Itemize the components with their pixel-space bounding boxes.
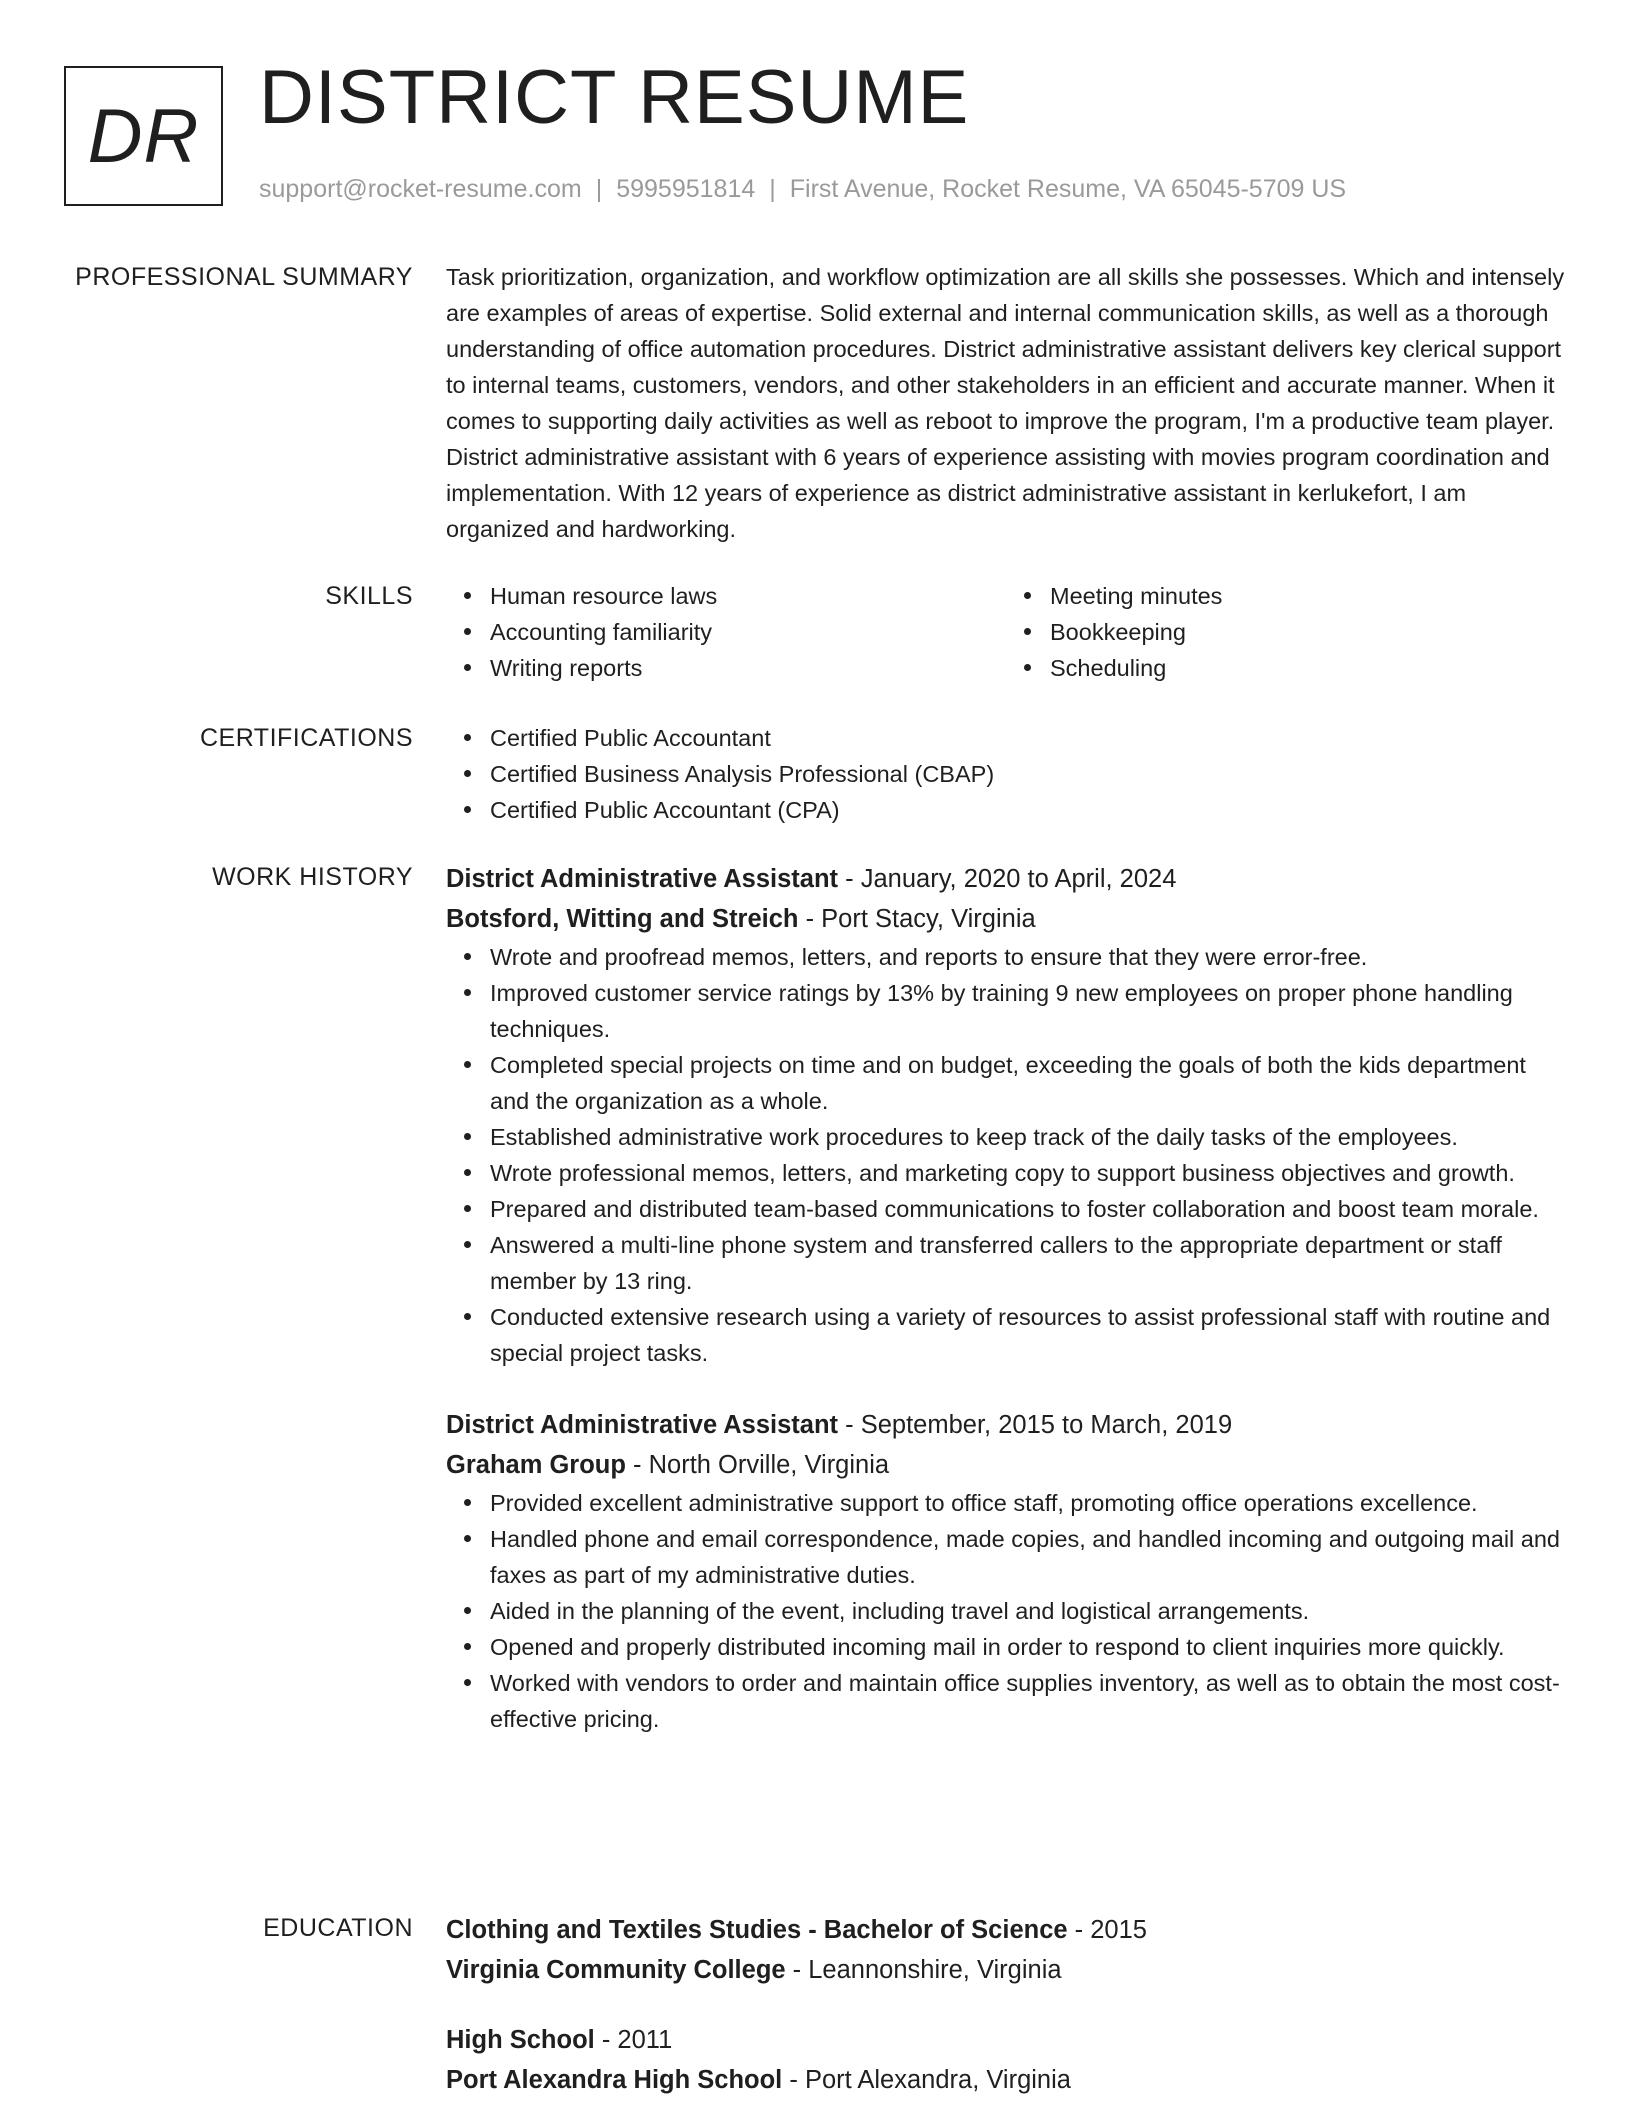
work-history-body (446, 859, 1566, 1737)
email-link[interactable]: support@rocket-resume.com (259, 175, 582, 203)
certification-item: Certified Business Analysis Professional (CBAP) (490, 756, 1566, 792)
job-company-line (446, 1445, 1566, 1485)
job-bullet: Established administrative work procedures to keep track of the daily tasks of the employees. (490, 1119, 1566, 1155)
education-entry (446, 2020, 1566, 2100)
job-title-line (446, 859, 1566, 899)
contact-line (259, 175, 1346, 204)
phone-number[interactable]: 5995951814 (616, 175, 756, 203)
degree-year: - 2015 (1067, 1916, 1147, 1944)
job-bullet: Aided in the planning of the event, including travel and logistical arrangements. (490, 1593, 1566, 1629)
section-title-summary: PROFESSIONAL SUMMARY (75, 263, 413, 291)
job-bullet: Worked with vendors to order and maintain office supplies inventory, as well as to obtain the most cost-effective pricing. (490, 1665, 1566, 1737)
skills-column-right (1006, 578, 1566, 686)
separator: | (595, 175, 603, 203)
skills-column-left (446, 578, 1006, 686)
job-bullets (446, 1485, 1566, 1737)
education-entry (446, 1910, 1566, 1990)
job-entry (446, 1405, 1566, 1737)
school-location: - Port Alexandra, Virginia (782, 2066, 1071, 2094)
job-location: - North Orville, Virginia (625, 1451, 890, 1479)
job-company: Graham Group (446, 1451, 626, 1479)
certification-item: Certified Public Accountant (CPA) (490, 792, 1566, 828)
job-dates: - January, 2020 to April, 2024 (838, 865, 1177, 893)
job-bullet: Wrote and proofread memos, letters, and reports to ensure that they were error-free. (490, 939, 1566, 975)
section-title-certifications: CERTIFICATIONS (199, 724, 413, 752)
address: First Avenue, Rocket Resume, VA 65045-5709 US (789, 175, 1347, 203)
section-title-education: EDUCATION (263, 1914, 413, 1942)
job-bullet: Prepared and distributed team-based communications to foster collaboration and boost team morale. (490, 1191, 1566, 1227)
job-title-line (446, 1405, 1566, 1445)
job-entry (446, 859, 1566, 1371)
job-role: District Administrative Assistant (446, 865, 839, 893)
job-bullet: Opened and properly distributed incoming mail in order to respond to client inquiries more quickly. (490, 1629, 1566, 1665)
job-location: - Port Stacy, Virginia (798, 905, 1036, 933)
section-title-work-history: WORK HISTORY (212, 863, 413, 891)
job-bullet: Completed special projects on time and on budget, exceeding the goals of both the kids department and the organization as a whole. (490, 1047, 1566, 1119)
degree-line (446, 2020, 1566, 2060)
job-company: Botsford, Witting and Streich (446, 905, 799, 933)
skill-item: Scheduling (1050, 650, 1566, 686)
degree-year: - 2011 (594, 2026, 673, 2054)
school-location: - Leannonshire, Virginia (785, 1956, 1062, 1984)
job-bullet: Answered a multi-line phone system and transferred callers to the appropriate department or staff member by 13 ring. (490, 1227, 1566, 1299)
degree-line (446, 1910, 1566, 1950)
education-body (446, 1910, 1566, 2100)
job-bullet: Handled phone and email correspondence, made copies, and handled incoming and outgoing mail and faxes as part of my administrative duties. (490, 1521, 1566, 1593)
summary-text: Task prioritization, organization, and workflow optimization are all skills she possesses. Which and intensely are examples of areas of expertise. Solid external and internal communication skills, as well as a thorough understanding of office automation procedures. District administrative assistant delivers key clerical support to internal teams, customers, vendors, and other stakeholders in an efficient and accurate manner. When it comes to supporting daily activities as well as reboot to improve the program, I'm a productive team player. District administrative assistant with 6 years of experience assisting with movies program coordination and implementation. With 12 years of experience as district administrative assistant in kerlukefort, I am organized and hardworking. (446, 264, 1565, 542)
degree-name: Clothing and Textiles Studies - Bachelor of Science (446, 1916, 1068, 1944)
skill-item: Accounting familiarity (490, 614, 1006, 650)
separator: | (769, 175, 776, 203)
school-name: Port Alexandra High School (446, 2066, 783, 2094)
skills-list (446, 578, 1566, 686)
skill-item: Human resource laws (490, 578, 1006, 614)
job-bullets (446, 939, 1566, 1371)
job-bullet: Wrote professional memos, letters, and marketing copy to support business objectives and growth. (490, 1155, 1566, 1191)
resume-name: DISTRICT RESUME (259, 55, 970, 140)
job-dates: - September, 2015 to March, 2019 (838, 1411, 1233, 1439)
skill-item: Bookkeeping (1050, 614, 1566, 650)
job-bullet: Improved customer service ratings by 13% by training 9 new employees on proper phone handling techniques. (490, 975, 1566, 1047)
job-company-line (446, 899, 1566, 939)
section-title-skills: SKILLS (325, 582, 413, 610)
job-bullet: Conducted extensive research using a variety of resources to assist professional staff with routine and special project tasks. (490, 1299, 1566, 1371)
skill-item: Writing reports (490, 650, 1006, 686)
monogram-logo: DR (64, 66, 223, 206)
job-bullet: Provided excellent administrative support to office staff, promoting office operations excellence. (490, 1485, 1566, 1521)
certifications-list (446, 720, 1566, 828)
school-name: Virginia Community College (446, 1956, 786, 1984)
school-line (446, 2060, 1566, 2100)
job-role: District Administrative Assistant (446, 1411, 839, 1439)
skill-item: Meeting minutes (1050, 578, 1566, 614)
certification-item: Certified Public Accountant (490, 720, 1566, 756)
degree-name: High School (446, 2026, 595, 2054)
school-line (446, 1950, 1566, 1990)
